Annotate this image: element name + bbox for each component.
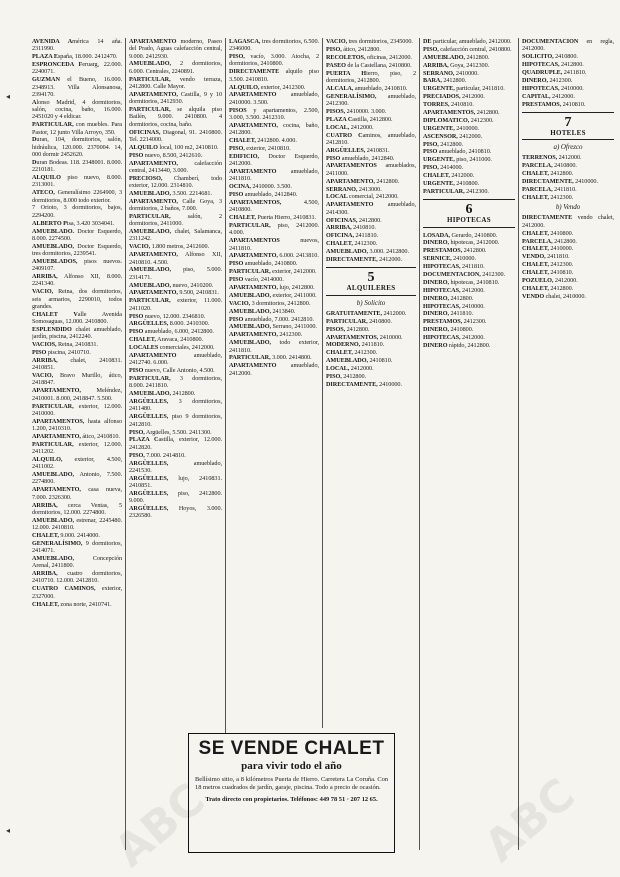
classified-ad: GENERALÍSIMO, 9 dormitorios, 2414071. [32, 539, 122, 555]
classified-ad: ALQUILO local, 100 m2, 2410810. [129, 143, 219, 151]
classified-ad: PISO amueblado, 2410800. [229, 260, 298, 268]
classified-ad: APARTAMENTOS, 4.500, 2410800. [229, 198, 319, 214]
classified-ad: PISO, Argüelles, 5.500. 2411300. [129, 428, 212, 436]
classified-ad: LOCAL comercial, 2412000. [326, 193, 399, 201]
classified-ad: AMUEBLADOS, pisos nuevos. 2409107. [32, 257, 122, 273]
classified-ad: CHALET, 2412300. [326, 240, 378, 248]
classified-ad: LOSADA, Gerardo, 2410800. [423, 231, 498, 239]
classified-ad: ARRIBA, Goya, 2412300. [423, 61, 490, 69]
classified-ad: PARCELA, 2411810. [522, 185, 577, 193]
classified-ad: AMUEBLADO, nuevo, 2410200. [129, 281, 214, 289]
classified-ad: EDIFICIO, Doctor Esquerdo, 2412000. [229, 152, 319, 168]
classified-ad: VENDO chalet, 2410000. [522, 292, 586, 300]
classified-ad: URGENTE, particular, 2411810. [423, 85, 505, 93]
classified-ad: ARRIBA, cuatro dormitorios, 2410710. 12.000. 2412810. [32, 570, 122, 585]
classified-ad: LOCALES comerciales, 2412000. [129, 344, 215, 352]
classified-ad: ALQUILO, exterior, 4.500, 2411002. [32, 455, 122, 471]
classified-ad: PISO amueblado, 2412840. [326, 154, 395, 162]
classified-ad: Duran Bodeas. 118. 2348001. 8.000. 2210181. [32, 158, 122, 174]
classified-ad: APARTAMENTO, casa nueva, 7.000. 2326300. [32, 486, 122, 501]
classified-ad: PLAZA Castilla, exterior, 12.000. 2412820. [129, 436, 222, 451]
classified-ad: AMUEBLADO, 2412800. [129, 390, 196, 398]
classified-ad: CHALET, 2410000. [522, 245, 574, 253]
classified-ad: CHALET, 2410810. [522, 269, 574, 277]
classified-ad: VENDO, 2411810. [522, 253, 570, 261]
classified-ad: POZUELO, 2412000. [522, 277, 578, 284]
classified-ad: HIPOTECAS, 2410000. [423, 302, 485, 310]
ad-title: SE VENDE CHALET [198, 738, 385, 759]
classified-ad: ALBERTO Pisa, 3.420 3034041. [32, 219, 115, 227]
classified-ad: ARGÜELLES, 3 dormitorios, 2411480. [129, 398, 222, 413]
classified-ad: PISO amueblado, 7.000. 2412810. [229, 315, 314, 323]
classified-ad: APARTAMENTO, lujo, 2412800. [229, 283, 315, 291]
classified-ad: CHALET, Puerta Hierro, 2410831. [229, 214, 317, 222]
section-alquileres [326, 267, 416, 295]
classified-ad: VACIO, 1.800 metros, 2412600. [129, 243, 210, 251]
classified-ad: DIRECTAMENTE, 2410000. [522, 178, 598, 186]
classified-ad: AMUEBLADO, 2410810. [326, 357, 393, 365]
classified-ad: APARTAMENTO, Meléndez, 2410001. 8.000, 2418847. 5.500. [32, 387, 122, 402]
classified-ad: DIRECTAMENTE vendo chalet, 2412000. [522, 214, 614, 229]
classified-ad: PARTICULAR, exterior, 2412000. [229, 268, 317, 276]
classified-ad: PISO, 2414000. [423, 164, 464, 172]
classified-ad: DINERO, 2410800. [423, 326, 474, 334]
classified-ad: CHALET, 2412800. 4.000. [229, 137, 297, 145]
classified-ad: APARTAMENTO amueblado, 2410000. 3.500. [229, 91, 319, 106]
classified-ad: PRECIADOS, 2412000. [423, 93, 485, 101]
classified-ad: URGENTE, 2410800. [423, 180, 480, 188]
classified-ad: TERRENOS, 2412000. [522, 154, 582, 162]
classified-ad: PUERTA Hierro, piso, 2 dormitorios, 2412800. [326, 69, 416, 84]
classified-ad: PARTICULAR, 3.000. 2414800. [229, 354, 312, 362]
classified-ad: AMUEBLADO, exterior, 2411000. [229, 291, 317, 299]
classified-ad: URGENTE, piso, 2411000. [423, 156, 492, 164]
classified-ad: ARGÜELLES, 2410831. [326, 146, 390, 154]
classified-ad: GRATUITAMENTE, 2412000. [326, 309, 407, 317]
classified-ad: PISO amueblado, 2412840. [229, 191, 298, 199]
classified-ad: RECOLETOS, oficinas, 2412000. [326, 53, 412, 61]
classified-ad: CUATRO CAMINOS, exterior, 2327000. [32, 585, 122, 600]
classified-ad: AMUEBLADO, 2413840. [229, 307, 296, 315]
classified-ad: APARTAMENTO amueblado, 2412740. 6.000. [129, 352, 222, 367]
classified-ad: DINERO, 2411810. [423, 310, 474, 318]
classified-ad: APARTAMENTOS, 2412800. [423, 109, 500, 117]
classified-ad: PISO, exterior, 2410810. [229, 144, 291, 152]
column-divider [518, 38, 519, 850]
classified-ad: APARTAMENTO, 2412300. [229, 331, 303, 339]
column-2 [129, 38, 222, 850]
column-3 [229, 38, 319, 728]
classified-ad: ARGÜELLES, 8.000. 2410300. [129, 320, 210, 328]
classified-ad: CHALET, 2412000. [423, 172, 475, 180]
classified-ad: DOCUMENTACION, 2412300. [423, 270, 506, 278]
classified-ad: HIPOTECAS, 2410000. [522, 84, 584, 92]
classified-ad: PISO, ático, 2412800. [326, 45, 381, 53]
classified-ad: DINERO, 2412800. [423, 294, 474, 302]
classified-ad: PISO nuevo, Calle Antonio, 4.500. [129, 367, 215, 375]
classified-ad: DOCUMENTACION en regla, 2412000. [522, 38, 614, 53]
section-title: HIPOTECAS [447, 216, 491, 225]
classified-ad: APARTAMENTO, cocina, baño, 2412800. [229, 121, 319, 137]
classified-ad: CHALET, 2410800. [522, 229, 574, 237]
classified-ad: PISO, 2412800. [326, 372, 367, 380]
classified-ad: ARGÜELLES, piso 9 dormitorios, 2412810. [129, 413, 222, 428]
classified-ad: CHALET, 2412300. [522, 193, 574, 201]
classified-ad: PARTICULAR, piso, 2412000. 4.000. [229, 222, 319, 237]
classified-ad: PISO, vacío, 3.000. Atocha, 2 dormitorios, 2410800. [229, 53, 319, 68]
classified-ad: AMUEBLADO. Doctor Esquerdo, 8.000. 2274500. [32, 227, 122, 242]
ad-body: Bellísimo sitio, a 8 kilómetros Puerta de Hierro. Carretera La Coruña. Con 18 metros cuadrados de jardín, garaje, piscina. Todo a precio de ocasión. [195, 776, 388, 791]
classified-ad: LOCAL, 2412000. [326, 123, 374, 131]
classified-ad: AMUEBLADO, 2412800. [423, 53, 490, 61]
column-divider [125, 38, 126, 850]
classified-ad: PISO, calefacción central, 2410800. [423, 45, 512, 53]
classified-ad: HIPOTECAS, 2412800. [522, 61, 584, 69]
classified-ad: DINERO, 2412300. [522, 76, 573, 84]
column-5 [423, 38, 515, 850]
classified-ad: AMUEBLADO, 3.500. 2214681. [129, 189, 212, 197]
section-subhead: b) Vendo [555, 203, 581, 212]
classified-ad: PARTICULAR, exterior, 11.000. 2411020. [129, 297, 222, 312]
classified-ad: PISOS, 2412800. [326, 325, 370, 333]
classifieds-page [32, 38, 614, 850]
classified-ad: APARTAMENTO, calefacción central, 2413440, 3.000. [129, 159, 222, 174]
classified-ad: AMUEBLADO, 2 dormitorios, 6.000. Centrales, 2240891. [129, 60, 222, 75]
classified-ad: APARTAMENTO moderno, Paseo del Prado, Aguas calefacción central, 9.000. 2412930. [129, 38, 222, 60]
classified-ad: PARTICULAR, salón, 2 dormitorios, 2411000. [129, 212, 222, 228]
classified-ad: PARTICULAR, 2410800. [326, 317, 392, 325]
classified-ad: ARGÜELLES, amueblado, 2241530. [129, 459, 222, 474]
classified-ad: APARTAMENTOS, 2410000. [326, 333, 403, 341]
classified-ad: ALQUILO, exterior, 2412300. [229, 83, 306, 91]
classified-ad: VACIO, tres dormitorios, 2345000. [326, 38, 413, 45]
section-number: 5 [367, 270, 375, 286]
classified-ad: PARTICULAR, 2412300. [423, 187, 489, 195]
section-hoteles [522, 112, 614, 140]
classified-ad: ALQUILO piso nuevo, 8.000. 2313001. [32, 174, 122, 189]
classified-ad: PLAZA España, 18.000. 2412470. [32, 53, 118, 61]
classified-ad: PASEO de la Castellana, 2410800. [326, 61, 412, 69]
section-title: ALQUILERES [346, 284, 396, 293]
classified-ad: DIRECTAMENTE alquilo piso 3.500. 2410810. [229, 68, 319, 83]
classified-ad: QUADRUPLE, 2411810. [522, 68, 587, 76]
classified-ad: DINERO rápido, 2412800. [423, 341, 491, 349]
classified-ad: CUATRO Caminos, amueblado, 2412810. [326, 131, 416, 146]
classified-ad: DIRECTAMENTE, 2410000. [326, 380, 402, 388]
classified-ad: VACIO, Bravo Murillo, ático, 2418847. [32, 372, 122, 387]
classified-ad: ESPRONCEDA Feruarg, 22.000. 2240071. [32, 61, 122, 76]
classified-ad: ARGÜELLES, piso, 2412800. 9.000. [129, 489, 222, 505]
classified-ad: VACIOS, Reina, 2410831. [32, 341, 98, 349]
classified-ad: BARA, 2412800. [423, 77, 467, 85]
classified-ad: APARTAMENTO amueblado, 2414300. [326, 201, 416, 216]
classified-ad: ATECO, Generalísimo 2264900, 3 dormitorios, 8.000 todo exterior. [32, 189, 122, 204]
classified-ad: PARTICULAR, 3 dormitorios, 8.000. 2411810. [129, 375, 222, 390]
classified-ad: PISO, 7.000. 2414810. [129, 451, 186, 459]
classified-ad: CHALET, zona norte, 2410741. [32, 600, 112, 608]
classified-ad: PARCELA, 2412800. [522, 237, 577, 245]
column-divider [419, 38, 420, 850]
abc-watermark: ABC [105, 773, 215, 877]
classified-ad: DIPLOMATICO, 2412300. [423, 116, 494, 124]
classified-ad: AMUEBLADO, Concepción Arenal, 2411800. [32, 554, 122, 570]
classified-ad: APARTAMENTO amueblado, 2411810. [229, 167, 319, 183]
classified-ad: 7 Orioto, 3 dormitorios, bajos, 2294200. [32, 204, 122, 219]
classified-ad: ALCALA, amueblado, 2410810. [326, 84, 408, 92]
classified-ad: ESPLENDIDO chalet amueblado, jardín, piscina, 2412240. [32, 325, 122, 341]
classified-ad: ARRIBA, cerca Ventas, 5 dormitorios, 12.000. 2274800. [32, 501, 122, 516]
section-subhead: b) Solicito [356, 298, 386, 307]
classified-ad: PISO nuevo, 8.500, 2412610. [129, 151, 203, 159]
classified-ad: APARTAMENTOS amueblados, 2411000. [326, 162, 416, 177]
classified-ad: AMUEBLADO, Doctor Esquerdo, tres dormitorios, 2239541. [32, 242, 122, 258]
classified-ad: PARTICULAR, se alquila piso Bailén, 9.000. 2410800. 4 dormitorios, cocina, baño. [129, 106, 222, 128]
classified-ad: SERRANO, 2413000. [326, 185, 382, 193]
classified-ad: HIPOTECAS, 2411810. [423, 263, 485, 271]
classified-ad: PLAZA Castilla, 2412800. [326, 115, 393, 123]
classified-ad: AMUEBLADO, chalet, Salamanca, 2311242. [129, 228, 222, 243]
classified-ad: GENERALÍSIMO, amueblado, 2412300. [326, 92, 416, 107]
classified-ad: PRESTAMOS, 2412300. [423, 318, 487, 326]
classified-ad: DINERO, hipotecas, 2410810. [423, 278, 500, 286]
classified-ad: APARTAMENTO, 2412800. [326, 177, 400, 185]
classified-ad: PISO nuevo, 12.000. 2346810. [129, 312, 206, 320]
classified-ad: APARTAMENTO amueblado, 2412000. [229, 362, 319, 377]
classified-ad: PARTICULAR, exterior, 12.000. 2410000. [32, 402, 122, 417]
classified-ad: CHALET, 2412300. [326, 349, 378, 357]
section-number: 7 [564, 114, 572, 130]
classified-ad: Alonso Madrid, 4 dormitorios, salón, cocina, baño, 16.000. 2451020 y 4 eldicar. [32, 98, 122, 121]
classified-ad: PARTICULAR, vendo terraza, 2412800. Calle Mayor. [129, 75, 222, 90]
classified-ad: SERRANO, 2410000. [423, 69, 479, 77]
classified-ad: DIRECTAMENTE, 2412000. [326, 255, 402, 263]
classified-ad: DINERO, hipotecas, 2412000. [423, 239, 500, 247]
classified-ad: PRECIOSO, Chamberí, todo exterior, 12.000. 2314810. [129, 174, 222, 189]
classified-ad: APARTAMENTOS, hasta alfonso 1.200, 2410310. [32, 417, 122, 432]
classified-ad: CAPITAL, 2412000. [522, 92, 575, 100]
classified-ad: AMUEBLADO, todo exterior, 2411810. [229, 339, 319, 354]
classified-ad: PARTICULAR, con muebles. Para Pastor, 12 junto Villa Arroyo, 350. [32, 121, 122, 136]
classified-ad: HIPOTECAS, 2412000. [423, 334, 485, 342]
classified-ad: AMUEBLADO, piso, 5.000. 2314171. [129, 266, 222, 281]
classified-ad: SERNICE, 2410000. [423, 255, 476, 263]
classified-ad: APARTAMENTO, 9.500, 2410831. [129, 289, 219, 297]
column-1 [32, 38, 122, 850]
ad-subtitle: para vivir todo el año [241, 760, 342, 772]
column-4 [326, 38, 416, 728]
classified-ad: APARTAMENTO, Calle Goya, 3 dormitorios, 2 baños, 7.000. [129, 197, 222, 213]
classified-ad: SOLICITO, 2410800. [522, 53, 578, 61]
classified-ad: OFICINAS, Diagonal, 91. 2410800. Tel. 2214000. [129, 128, 222, 143]
classified-ad: CHALET, 9.000. 2414000. [32, 531, 100, 539]
margin-arrow-icon: ◂ [6, 826, 11, 835]
section-title: HOTELES [550, 128, 586, 137]
classified-ad: PARTICULAR, exterior, 12.000. 2411202. [32, 440, 122, 456]
classified-ad: AMUEBLADO, 3.000. 2412800. [326, 248, 409, 256]
column-6 [522, 38, 614, 850]
classified-ad: VACIO, 3 dormitorios, 2412800. [229, 299, 311, 307]
classified-ad: PISOS, 2410000. 3.000. [326, 107, 387, 115]
classified-ad: VACIO, Reina, dos dormitorios, seis armarios, 2290010, todos grandes. [32, 288, 122, 310]
classified-ad: LAGASCA, tres dormitorios, 6.500. 2346000. [229, 38, 319, 53]
classified-ad: CHALET, 2412800. [522, 170, 574, 178]
ad-contact: Trato directo con propietarios. Teléfonos: 449 78 51 · 207 12 65. [205, 796, 378, 804]
classified-ad: GUZMAN el Bueno, 16.000. 2348913. Villa Alonsanosa, 2394170. [32, 76, 122, 98]
chalet-advertisement [188, 733, 395, 853]
classified-ad: AVENIDA América 14 aña. 2311990. [32, 38, 122, 53]
classified-ad: HIPOTECAS, 2412000. [423, 286, 485, 294]
classified-ad: PISO amueblado, 2410810. [423, 148, 492, 156]
classified-ad: MODERNO, 2411810. [326, 341, 385, 349]
classified-ad: APARTAMENTO, Castilla, 9 y 10 dormitorios, 2412930. [129, 90, 222, 106]
classified-ad: PRESTAMOS, 2410810. [522, 100, 586, 108]
abc-watermark: ABC [475, 768, 585, 873]
section-hipotecas [423, 199, 515, 227]
classified-ad: CHALET Valle Avenida Somosaguas, 12.000. 2410800. [32, 310, 122, 326]
classified-ad: PRESTAMOS, 2412800. [423, 247, 487, 255]
section-subhead: a) Ofrezco [553, 143, 583, 152]
classified-ad: PISO, 2412800. [423, 140, 464, 148]
classified-ad: OFICINA, 2411810. [326, 232, 379, 240]
classified-ad: APARTAMENTO, Alfonso XII, 2410810. 4.500. [129, 251, 222, 266]
classified-ad: AMUEBLADO, Antonio, 7.500. 2274800. [32, 471, 122, 486]
classified-ad: TORRES, 2410810. [423, 101, 474, 109]
margin-arrow-icon: ◂ [6, 92, 11, 101]
classified-ad: APARTAMENTOS nuevos, 2411810. [229, 237, 319, 252]
classified-ad: PISO piscina, 2410710. [32, 349, 91, 357]
classified-ad: PARCELA, 2410800. [522, 162, 577, 170]
classified-ad: APARTAMENTO, 6.000. 2413810. [229, 252, 319, 260]
classified-ad: ARGÜELLES, Hoyos, 3.000. 2326580. [129, 505, 222, 520]
section-number: 6 [465, 202, 473, 218]
column-divider [225, 38, 226, 850]
classified-ad: ASCENSOR, 2412000. [423, 132, 483, 140]
classified-ad: PISO amueblado, 6.000, 2412800. [129, 328, 214, 336]
classified-ad: CHALET, Aravaca, 2410800. [129, 336, 204, 344]
classified-ad: URGENTE, 2410000. [423, 124, 480, 132]
classified-ad: APARTAMENTO, ático, 2410810. [32, 432, 120, 440]
classified-ad: OCINA, 2410000. 3.500. [229, 183, 292, 191]
classified-ad: PISO vacío, 2414000. [229, 276, 284, 284]
classified-ad: CHALET, 2412800. [522, 284, 574, 292]
classified-ad: Duran, 104, dormitorios, salón, hidráulica, 120.000. 2370004. 14, 000 dormir 2452620. [32, 136, 122, 159]
classified-ad: AMUEBLADO, Serrano, 2411000. [229, 323, 317, 331]
classified-ad: ARRIBA, Alfonso XII, 8.000. 2241340. [32, 273, 122, 288]
classified-ad: ARGÜELLES, lujo, 2410831. 2410851. [129, 474, 222, 489]
classified-ad: ARRIBA, 2410810. [326, 224, 376, 232]
classified-ad: CHALET, 2412300. [522, 261, 574, 269]
classified-ad: PISOS y apartamentos, 2.500, 3.000, 3.500. 2412310. [229, 106, 319, 121]
classified-ad: LOCAL, 2412000. [326, 365, 374, 373]
classified-ad: ARRIBA, chalet, 2410831. 2410851. [32, 356, 122, 372]
classified-ad: AMUEBLADO, estrenar, 2245480. 12.000. 2410810. [32, 516, 122, 531]
classified-ad: DE particular, amueblado, 2412000. [423, 38, 512, 45]
classified-ad: OFICINAS, 2412800. [326, 216, 382, 224]
column-divider [322, 38, 323, 728]
